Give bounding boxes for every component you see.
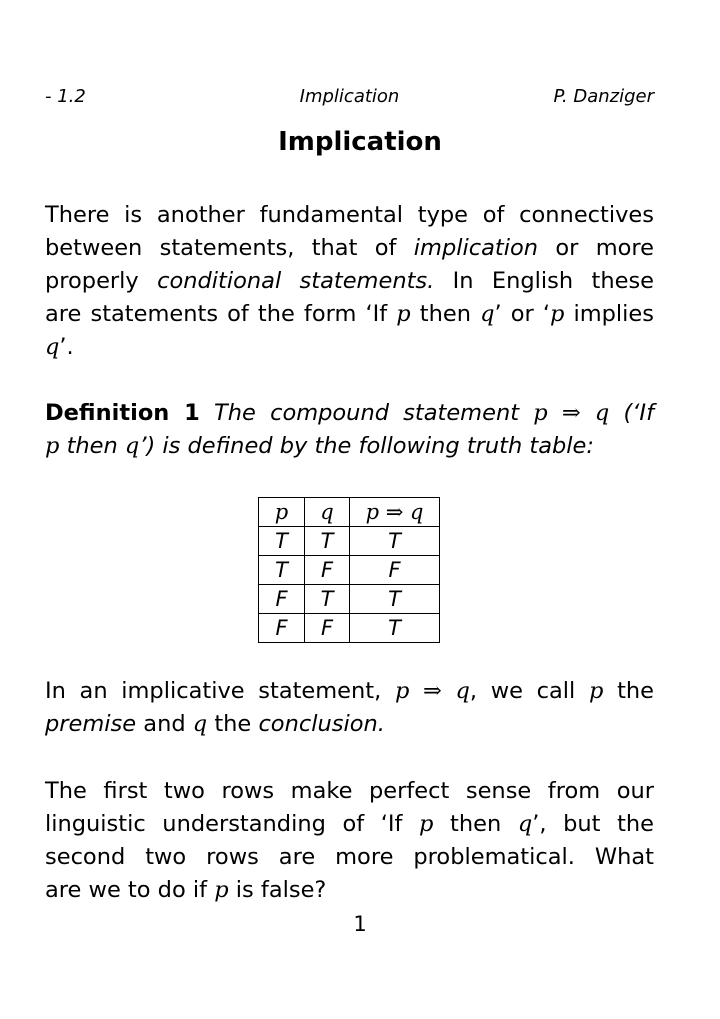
intro-line-5: q’. <box>45 334 74 360</box>
truth-table-row <box>259 527 440 556</box>
conditional-statements-term: conditional statements. <box>157 268 435 294</box>
truth-table-cell: T <box>350 585 440 614</box>
intro-line-1: There is another fundamental type of connectives <box>45 202 654 228</box>
intro-line-4: are statements of the form ‘If p then q’ or ‘p implies <box>45 301 654 327</box>
truth-table-header: p <box>259 498 305 527</box>
truth-table-cell: T <box>305 527 350 556</box>
discussion-line-2: linguistic understanding of ‘If p then q’, but the <box>45 811 655 837</box>
truth-table-cell: F <box>259 585 305 614</box>
truth-table-cell: T <box>350 527 440 556</box>
definition-paragraph <box>45 397 654 463</box>
header-section: - 1.2 <box>45 86 86 107</box>
discussion-paragraph <box>45 775 654 907</box>
terms-paragraph <box>45 675 654 741</box>
truth-table-cell: F <box>305 556 350 585</box>
truth-table-header: q <box>305 498 350 527</box>
truth-table-cell: T <box>259 527 305 556</box>
truth-table-cell: F <box>350 556 440 585</box>
header-topic: Implication <box>299 86 400 107</box>
discussion-line-4: are we to do if p is false? <box>45 877 327 903</box>
truth-table-header: p ⇒ q <box>350 498 440 527</box>
discussion-line-1: The first two rows make perfect sense from our <box>45 778 654 804</box>
page-number: 1 <box>353 912 367 936</box>
intro-line-3: properly conditional statements. In English these <box>45 268 655 294</box>
truth-table-cell: F <box>305 614 350 643</box>
page-title: Implication <box>278 127 442 157</box>
definition-label: Definition 1 <box>45 400 200 426</box>
terms-line-2: premise and q the conclusion. <box>45 711 385 737</box>
implication-formula: p ⇒ q <box>533 400 610 426</box>
definition-line-2: p then q’) is defined by the following truth table: <box>45 433 594 459</box>
premise-term: premise <box>45 711 137 737</box>
page-header <box>45 86 654 108</box>
truth-table-cell: F <box>259 614 305 643</box>
implication-term: implication <box>413 235 539 261</box>
truth-table-cell: T <box>350 614 440 643</box>
discussion-line-3: second two rows are more problematical. What <box>45 844 654 870</box>
definition-line-1: Definition 1 The compound statement p ⇒ q (‘If <box>45 400 654 426</box>
intro-paragraph <box>45 199 654 364</box>
truth-table-row <box>259 585 440 614</box>
truth-table <box>258 497 440 643</box>
header-author: P. Danziger <box>553 86 654 107</box>
intro-line-2: between statements, that of implication or more <box>45 235 655 261</box>
terms-line-1: In an implicative statement, p ⇒ q, we call p the <box>45 678 654 704</box>
truth-table-row <box>259 614 440 643</box>
conclusion-term: conclusion. <box>258 711 385 737</box>
truth-table-cell: T <box>305 585 350 614</box>
truth-table-row <box>259 556 440 585</box>
truth-table-cell: T <box>259 556 305 585</box>
truth-table-header-row <box>259 498 440 527</box>
